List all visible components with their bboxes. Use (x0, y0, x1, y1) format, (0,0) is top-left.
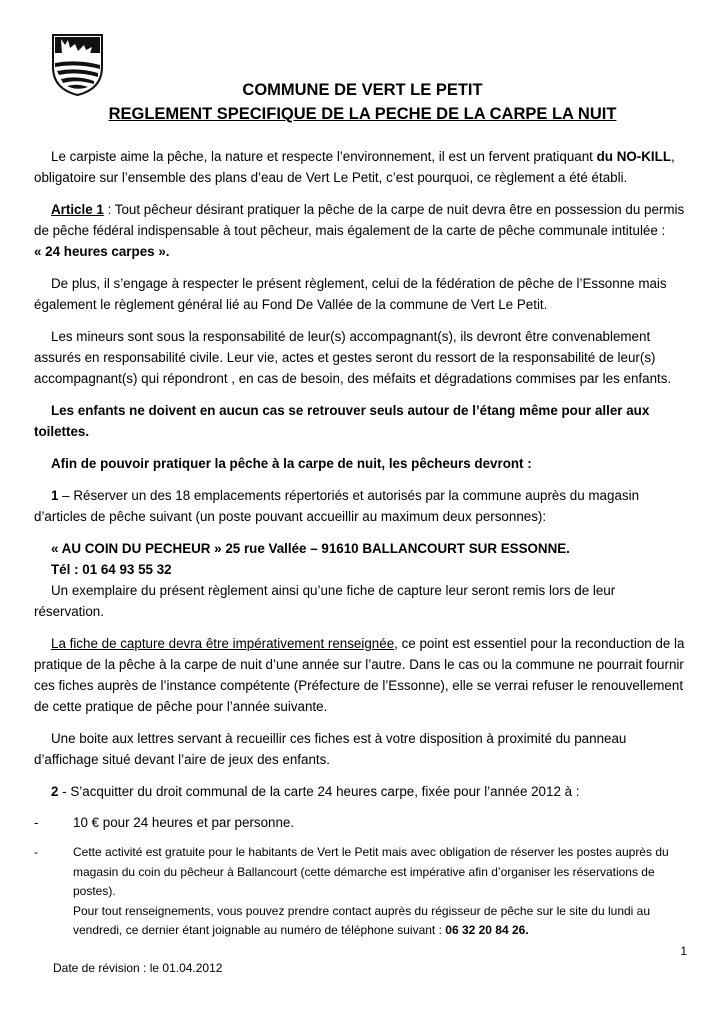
capture-form-emphasis: La fiche de capture devra être impérativement renseignée (51, 636, 395, 651)
bullet-residents (34, 843, 686, 941)
bullet-dash: - (34, 845, 38, 859)
contact-phone: 06 32 20 84 26. (445, 923, 529, 937)
requirements-intro: Afin de pouvoir pratiquer la pêche à la carpe de nuit, les pêcheurs devront : (51, 456, 532, 471)
contact-text: Pour tout renseignements, vous pouvez prendre contact auprès du régisseur de pêche sur le site du lundi au vendredi, ce dernier étant joignable au numéro de téléphone suivant : (73, 903, 651, 937)
children-warning: Les enfants ne doivent en aucun cas se retrouver seuls autour de l’étang même pour aller aux toilettes. (34, 403, 650, 439)
bullet-price (34, 812, 686, 833)
price-text: 10 € pour 24 heures et par personne. (73, 815, 295, 830)
shop-address: « AU COIN DU PECHEUR » 25 rue Vallée – 91610 BALLANCOURT SUR ESSONNE. (51, 541, 570, 556)
article-1-paragraph: Article 1 : Tout pêcheur désirant pratiquer la pêche de la carpe de nuit devra être en possession du permis de pêche fédéral indispensable à tout pêcheur, mais également de la carte de pêche communale intitulée : « 24 heures carpes ». (34, 202, 685, 259)
article-1-label: Article 1 (51, 202, 104, 217)
no-kill-emphasis: du NO-KILL (596, 149, 671, 164)
intro-paragraph: Le carpiste aime la pêche, la nature et respecte l’environnement, il est un fervent pratiquant du NO-KILL, obligatoire sur l’ensemble des plans d’eau de Vert Le Petit, c’est pourquoi, ce règlement a été établi. (34, 149, 675, 185)
document-title: COMMUNE DE VERT LE PETIT (242, 81, 483, 99)
card-name: « 24 heures carpes ». (34, 244, 170, 259)
shop-note: Un exemplaire du présent règlement ainsi qu’une fiche de capture leur seront remis lors de leur réservation. (34, 583, 616, 619)
bullet-dash: - (34, 815, 39, 830)
document-body (34, 146, 686, 941)
step-2-number: 2 (51, 784, 59, 799)
mailbox-paragraph: Une boite aux lettres servant à recueillir ces fiches est à votre disposition à proximité du panneau d’affichage situé devant l’aire de jeux des enfants. (34, 731, 627, 767)
document-subtitle: REGLEMENT SPECIFIQUE DE LA PECHE DE LA CARPE LA NUIT (108, 105, 617, 123)
step-1-number: 1 (51, 488, 59, 503)
minors-paragraph: Les mineurs sont sous la responsabilité de leur(s) accompagnant(s), ils devront être convenablement assurés en responsabilité civile. Leur vie, actes et gestes seront du ressort de la responsabilité de leur(s) accompagnant(s) qui répondront , en cas de besoin, des méfaits et dégradations commises par les enfants. (34, 329, 672, 386)
federation-paragraph: De plus, il s’engage à respecter le présent règlement, celui de la fédération de pêche de l’Essonne mais également le règlement général lié au Fond De Vallée de la commune de Vert Le Petit. (34, 276, 667, 312)
capture-form-paragraph: La fiche de capture devra être impérativement renseignée, ce point est essentiel pour la reconduction de la pratique de la pêche à la carpe de nuit d’une année sur l’autre. Dans le cas ou la commune ne pourrait fournir ces fiches auprès de l’instance compétente (Préfecture de l’Essonne), elle se verrai refuser le renouvellement de cette pratique de pêche pour l’année suivante. (34, 636, 685, 714)
step-1-paragraph: 1 – Réserver un des 18 emplacements répertoriés et autorisés par la commune auprès du magasin d’articles de pêche suivant (un poste pouvant accueillir au maximum deux personnes): (34, 488, 640, 524)
revision-date: Date de révision : le 01.04.2012 (53, 961, 223, 975)
step-2-paragraph: 2 - S’acquitter du droit communal de la carte 24 heures carpe, fixée pour l’année 2012 à : (51, 784, 580, 799)
residents-text: Cette activité est gratuite pour le habitants de Vert le Petit mais avec obligation de réserver les postes auprès du magasin du coin du pêcheur à Ballancourt (cette démarche est impérative afin d’organiser les réservations de postes). (73, 845, 669, 898)
shop-phone: Tél : 01 64 93 55 32 (51, 562, 172, 577)
page-number: 1 (680, 944, 687, 958)
